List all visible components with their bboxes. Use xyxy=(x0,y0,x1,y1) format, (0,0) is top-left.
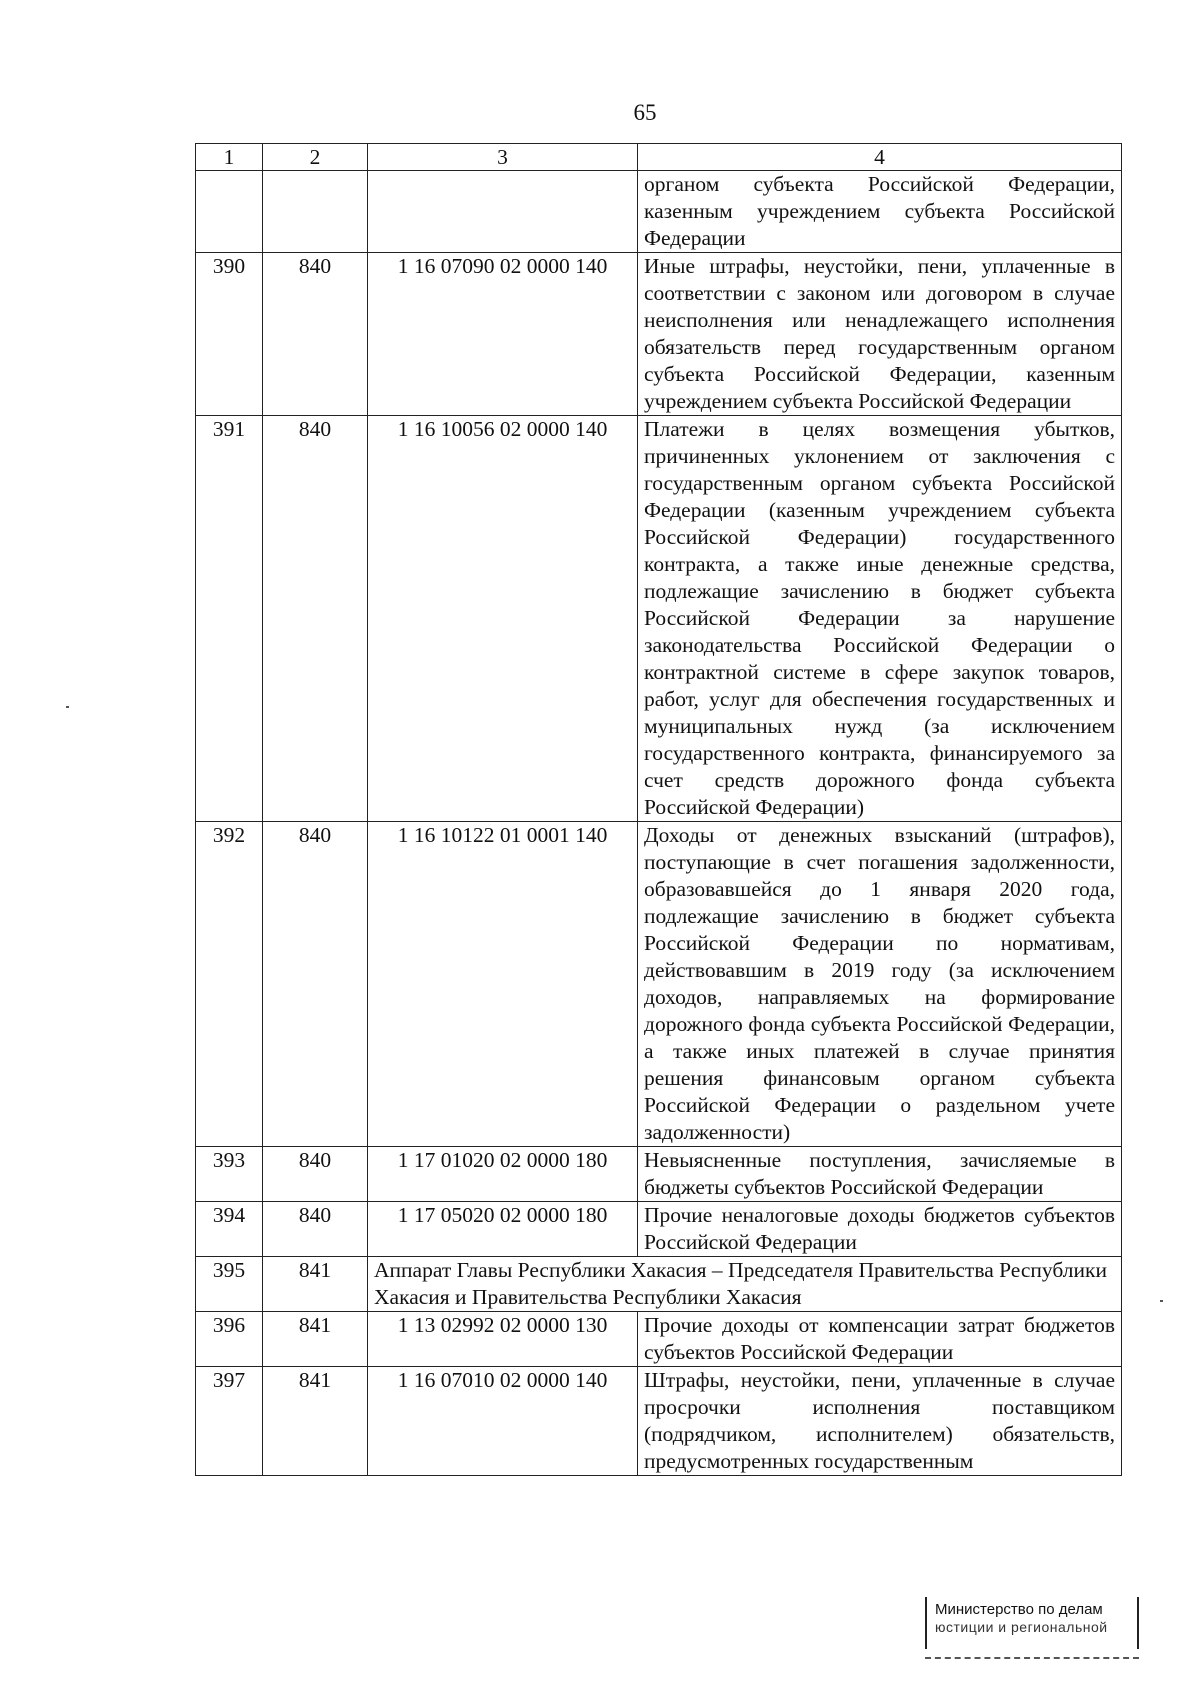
administrator-name: Аппарат Главы Республики Хакасия – Председателя Правительства Республики Хакасия и Правительства Республики Хакасия xyxy=(368,1257,1122,1312)
revenue-description: Прочие неналоговые доходы бюджетов субъектов Российской Федерации xyxy=(638,1202,1122,1257)
admin-code: 840 xyxy=(263,1202,368,1257)
admin-code: 841 xyxy=(263,1257,368,1312)
budget-code: 1 16 07090 02 0000 140 xyxy=(368,253,638,416)
row-number: 394 xyxy=(196,1202,263,1257)
header-col-2: 2 xyxy=(263,144,368,171)
stamp-divider xyxy=(925,1657,1139,1659)
budget-code: 1 16 07010 02 0000 140 xyxy=(368,1367,638,1476)
revenue-description: органом субъекта Российской Федерации, казенным учреждением субъекта Российской Федерации xyxy=(638,171,1122,253)
header-col-1: 1 xyxy=(196,144,263,171)
scan-speck xyxy=(1160,1300,1163,1302)
row-number: 396 xyxy=(196,1312,263,1367)
table-row xyxy=(196,253,1122,416)
admin-code: 841 xyxy=(263,1367,368,1476)
admin-code: 840 xyxy=(263,822,368,1147)
row-number: 391 xyxy=(196,416,263,822)
table-row xyxy=(196,822,1122,1147)
revenue-description: Штрафы, неустойки, пени, уплаченные в случае просрочки исполнения поставщиком (подрядчиком, исполнителем) обязательств, предусмотренных государственным xyxy=(638,1367,1122,1476)
revenue-classification-table xyxy=(195,143,1122,1476)
row-number: 393 xyxy=(196,1147,263,1202)
budget-code: 1 17 05020 02 0000 180 xyxy=(368,1202,638,1257)
page-number: 65 xyxy=(633,100,657,125)
revenue-description: Невыясненные поступления, зачисляемые в бюджеты субъектов Российской Федерации xyxy=(638,1147,1122,1202)
table-row xyxy=(196,171,1122,253)
scan-speck xyxy=(66,706,69,708)
admin-code: 840 xyxy=(263,1147,368,1202)
admin-code: 840 xyxy=(263,253,368,416)
admin-code: 840 xyxy=(263,416,368,822)
row-number: 390 xyxy=(196,253,263,416)
header-col-4: 4 xyxy=(638,144,1122,171)
table-row xyxy=(196,416,1122,822)
header-col-3: 3 xyxy=(368,144,638,171)
budget-code: 1 16 10122 01 0001 140 xyxy=(368,822,638,1147)
row-number xyxy=(196,171,263,253)
table-row xyxy=(196,1367,1122,1476)
table-row xyxy=(196,1147,1122,1202)
revenue-description: Доходы от денежных взысканий (штрафов), поступающие в счет погашения задолженности, образовавшейся до 1 января 2020 года, подлежащие зачислению в бюджет субъекта Российской Федерации по нормативам, действовавшим в 2019 году (за исключением доходов, направляемых на формирование дорожного фонда субъекта Российской Федерации, а также иных платежей в случае принятия решения финансовым органом субъекта Российской Федерации о раздельном учете задолженности) xyxy=(638,822,1122,1147)
row-number: 395 xyxy=(196,1257,263,1312)
revenue-description: Иные штрафы, неустойки, пени, уплаченные в соответствии с законом или договором в случае неисполнения или ненадлежащего исполнения обязательств перед государственным органом субъекта Российской Федерации, казенным учреждением субъекта Российской Федерации xyxy=(638,253,1122,416)
budget-code: 1 16 10056 02 0000 140 xyxy=(368,416,638,822)
table-row xyxy=(196,1312,1122,1367)
budget-code: 1 13 02992 02 0000 130 xyxy=(368,1312,638,1367)
admin-code: 841 xyxy=(263,1312,368,1367)
row-number: 397 xyxy=(196,1367,263,1476)
revenue-description: Платежи в целях возмещения убытков, причиненных уклонением от заключения с государственным органом субъекта Российской Федерации (казенным учреждением субъекта Российской Федерации) государственного контракта, а также иные денежные средства, подлежащие зачислению в бюджет субъекта Российской Федерации за нарушение законодательства Российской Федерации о контрактной системе в сфере закупок товаров, работ, услуг для обеспечения государственных и муниципальных нужд (за исключением государственного контракта, финансируемого за счет средств дорожного фонда субъекта Российской Федерации) xyxy=(638,416,1122,822)
table-header-row xyxy=(196,144,1122,171)
admin-code xyxy=(263,171,368,253)
stamp-line-1: Министерство по делам xyxy=(935,1601,1103,1618)
revenue-description: Прочие доходы от компенсации затрат бюджетов субъектов Российской Федерации xyxy=(638,1312,1122,1367)
budget-code: 1 17 01020 02 0000 180 xyxy=(368,1147,638,1202)
table-row xyxy=(196,1257,1122,1312)
row-number: 392 xyxy=(196,822,263,1147)
budget-code xyxy=(368,171,638,253)
registration-stamp xyxy=(925,1597,1139,1649)
table-row xyxy=(196,1202,1122,1257)
stamp-line-2: юстиции и региональной xyxy=(935,1619,1108,1635)
